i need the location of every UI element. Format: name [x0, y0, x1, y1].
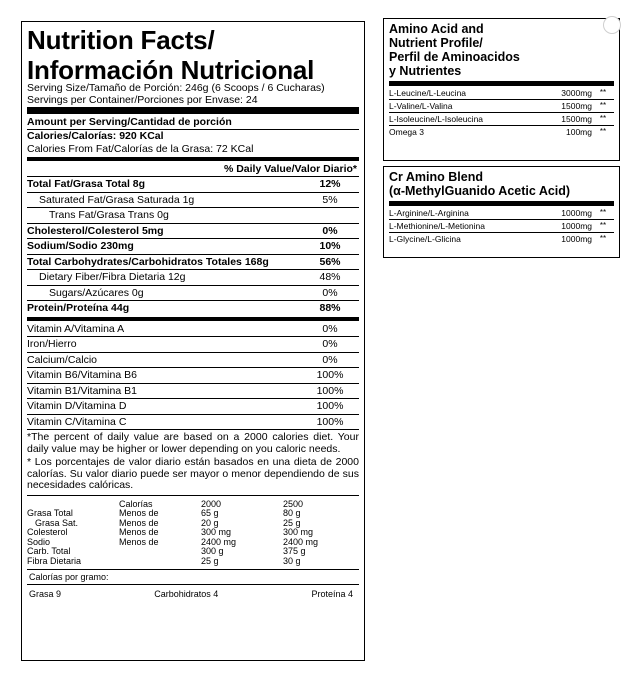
amino-title-line: Amino Acid and	[389, 22, 484, 36]
nutrient-label: Sodium/Sodio 230mg	[27, 240, 134, 252]
amino-acid-profile-panel	[383, 18, 620, 161]
nutrient-value: 10%	[319, 240, 341, 252]
amino-row	[389, 87, 614, 99]
table-cell: 65 g	[201, 508, 219, 518]
blend-row	[389, 219, 614, 232]
amino-name: L-Leucine/L-Leucina	[389, 88, 467, 98]
table-cell: 300 mg	[283, 527, 314, 537]
nutrient-label: Sugars/Azúcares 0g	[49, 286, 144, 299]
vitamin-label: Vitamin D/Vitamina D	[27, 400, 127, 412]
vitamin-label: Vitamin B6/Vitamina B6	[27, 369, 137, 381]
table-cell: Sodio	[27, 536, 51, 547]
blend-title-line: Cr Amino Blend	[389, 170, 483, 184]
blend-row	[389, 207, 614, 219]
amino-star: **	[599, 127, 607, 136]
blend-row	[389, 232, 614, 245]
amino-amount: 1500mg	[561, 101, 592, 111]
nutrient-label: Total Fat/Grasa Total 8g	[27, 178, 146, 190]
carb-cal-per-gram: Carbohidratos 4	[154, 589, 219, 599]
nutrient-label: Total Carbohydrates/Carbohidratos Totales 168g	[27, 255, 269, 268]
vitamin-row	[27, 398, 359, 414]
calories-per-gram-row	[27, 585, 359, 600]
nutrient-row	[27, 254, 359, 270]
table-cell: Menos de	[119, 527, 159, 537]
nutrient-row	[27, 207, 359, 223]
vitamin-value: 0%	[322, 322, 338, 335]
nutrient-value: 88%	[319, 302, 341, 314]
amino-row	[389, 125, 614, 138]
vitamin-value: 0%	[322, 353, 338, 366]
vitamin-row	[27, 367, 359, 383]
blend-name: L-Methionine/L-Metionina	[389, 221, 485, 231]
table-cell: 30 g	[283, 555, 301, 566]
divider-thick	[27, 107, 359, 114]
table-cell: Grasa Total	[27, 508, 73, 518]
table-cell: 2400 mg	[201, 536, 237, 547]
table-cell: 25 g	[201, 555, 219, 566]
nutrient-label: Trans Fat/Grasa Trans 0g	[49, 209, 169, 221]
table-row	[27, 519, 324, 529]
daily-values-table	[27, 500, 324, 567]
table-cell: 2400 mg	[283, 536, 319, 547]
daily-value-header: % Daily Value/Valor Diario*	[223, 163, 357, 175]
nutrient-value: 0%	[322, 286, 338, 299]
table-cell: Colesterol	[27, 527, 68, 537]
fat-cal-per-gram: Grasa 9	[29, 589, 62, 599]
amino-title-line: Perfil de Aminoacidos	[389, 50, 520, 64]
table-row	[27, 557, 324, 567]
table-cell: Grasa Sat.	[35, 517, 79, 528]
serving-size: Serving Size/Tamaño de Porción: 246g (6 Scoops / 6 Cucharas)	[27, 82, 325, 94]
nutrient-value: 5%	[322, 193, 338, 206]
protein-cal-per-gram: Proteína 4	[311, 589, 353, 599]
table-cell: Carb. Total	[27, 546, 71, 556]
nutrient-label: Cholesterol/Colesterol 5mg	[27, 224, 164, 237]
amino-row	[389, 112, 614, 125]
amino-amount: 100mg	[566, 127, 592, 137]
nutrient-row	[27, 176, 359, 192]
table-cell: 20 g	[201, 517, 219, 528]
blend-amount: 1000mg	[561, 208, 592, 218]
table-cell: Fibra Dietaria	[27, 555, 82, 566]
amino-name: L-Valine/L-Valina	[389, 101, 453, 111]
divider-thick	[389, 81, 614, 86]
table-cell: 2500	[283, 498, 304, 509]
blend-name: L-Arginine/L-Arginina	[389, 208, 469, 218]
blend-star: **	[599, 221, 607, 230]
amino-star: **	[599, 114, 607, 123]
nutrition-facts-label	[21, 21, 365, 661]
table-cell: 300 g	[201, 546, 224, 556]
vitamin-label: Vitamin C/Vitamina C	[27, 415, 127, 428]
table-cell	[119, 557, 201, 567]
table-cell: Calorías	[119, 498, 153, 509]
blend-amount: 1000mg	[561, 234, 592, 244]
amino-row	[389, 99, 614, 112]
vitamin-row	[27, 352, 359, 368]
footnote-english: *The percent of daily value are based on a 2000 calories diet. Your daily value may be higher or lower depending on you caloric needs.	[27, 431, 359, 455]
blend-amount: 1000mg	[561, 221, 592, 231]
vitamin-label: Vitamin A/Vitamina A	[27, 322, 125, 335]
amount-per-serving: Amount per Serving/Cantidad de porción	[27, 116, 232, 128]
blend-star: **	[599, 208, 607, 217]
amino-name: Omega 3	[389, 127, 424, 137]
blend-title-line: (α-MethylGuanido Acetic Acid)	[389, 184, 571, 198]
vitamin-value: 0%	[322, 338, 338, 350]
table-cell	[119, 547, 201, 557]
nutrient-value: 48%	[319, 271, 341, 283]
table-cell: Menos de	[119, 508, 159, 518]
nutrient-label: Dietary Fiber/Fibra Dietaria 12g	[39, 271, 186, 283]
nutrient-row	[27, 223, 359, 239]
servings-per-container: Servings per Container/Porciones por Envase: 24	[27, 94, 258, 106]
amino-star: **	[599, 88, 607, 97]
divider	[27, 495, 359, 496]
footnote-spanish: * Los porcentajes de valor diario están basados en una dieta de 2000 calorías. Su valor diario puede ser mayor o menor dependiendo de sus necesidades calóricas.	[27, 456, 359, 491]
vitamin-row	[27, 336, 359, 352]
table-cell: Menos de	[119, 517, 159, 528]
calories-from-fat: Calories From Fat/Calorías de la Grasa: 72 KCal	[27, 143, 254, 155]
table-row	[27, 528, 324, 538]
vitamin-label: Iron/Hierro	[27, 338, 77, 350]
amino-amount: 1500mg	[561, 114, 592, 124]
table-row	[27, 538, 324, 548]
amino-title-line: Nutrient Profile/	[389, 36, 483, 50]
vitamin-row	[27, 322, 359, 337]
divider-medium	[27, 157, 359, 161]
nutrient-label: Protein/Proteína 44g	[27, 302, 130, 314]
table-cell: 2000	[201, 498, 222, 509]
vitamin-label: Vitamin B1/Vitamina B1	[27, 384, 137, 397]
vitamin-row	[27, 414, 359, 430]
amino-name: L-Isoleucine/L-Isoleucina	[389, 114, 484, 124]
amino-star: **	[599, 101, 607, 110]
divider-thick	[389, 201, 614, 206]
amino-title-line: y Nutrientes	[389, 64, 462, 78]
nutrient-row	[27, 300, 359, 316]
nutrient-value: 0%	[322, 224, 338, 237]
blend-name: L-Glycine/L-Glicina	[389, 234, 461, 244]
divider-medium	[27, 317, 359, 321]
calories-per-gram-label: Calorías por gramo:	[29, 572, 109, 582]
vitamin-row	[27, 383, 359, 399]
vitamin-value: 100%	[316, 369, 344, 381]
nutrient-row	[27, 285, 359, 301]
vitamin-value: 100%	[316, 415, 344, 428]
vitamin-value: 100%	[316, 384, 344, 397]
blend-star: **	[599, 234, 607, 243]
calories: Calories/Calorías: 920 KCal	[27, 130, 164, 142]
cr-amino-blend-panel	[383, 166, 620, 258]
nutrition-title-line1: Nutrition Facts/	[27, 25, 215, 55]
nutrient-value: 12%	[319, 178, 341, 190]
vitamin-value: 100%	[316, 400, 344, 412]
nutrient-value: 56%	[319, 255, 341, 268]
table-cell: 300 mg	[201, 527, 232, 537]
nutrient-row	[27, 269, 359, 285]
nutrient-label: Saturated Fat/Grasa Saturada 1g	[39, 193, 195, 206]
table-cell: 80 g	[283, 508, 301, 518]
nutrition-title-line2: Información Nutricional	[27, 55, 315, 85]
table-cell: 25 g	[283, 517, 301, 528]
table-cell: 375 g	[283, 546, 306, 556]
vitamin-label: Calcium/Calcio	[27, 353, 98, 366]
corner-circle-icon	[603, 16, 621, 34]
nutrient-row	[27, 192, 359, 208]
nutrient-value	[301, 208, 359, 223]
table-cell: Menos de	[119, 536, 159, 547]
amino-amount: 3000mg	[561, 88, 592, 98]
nutrient-row	[27, 238, 359, 254]
